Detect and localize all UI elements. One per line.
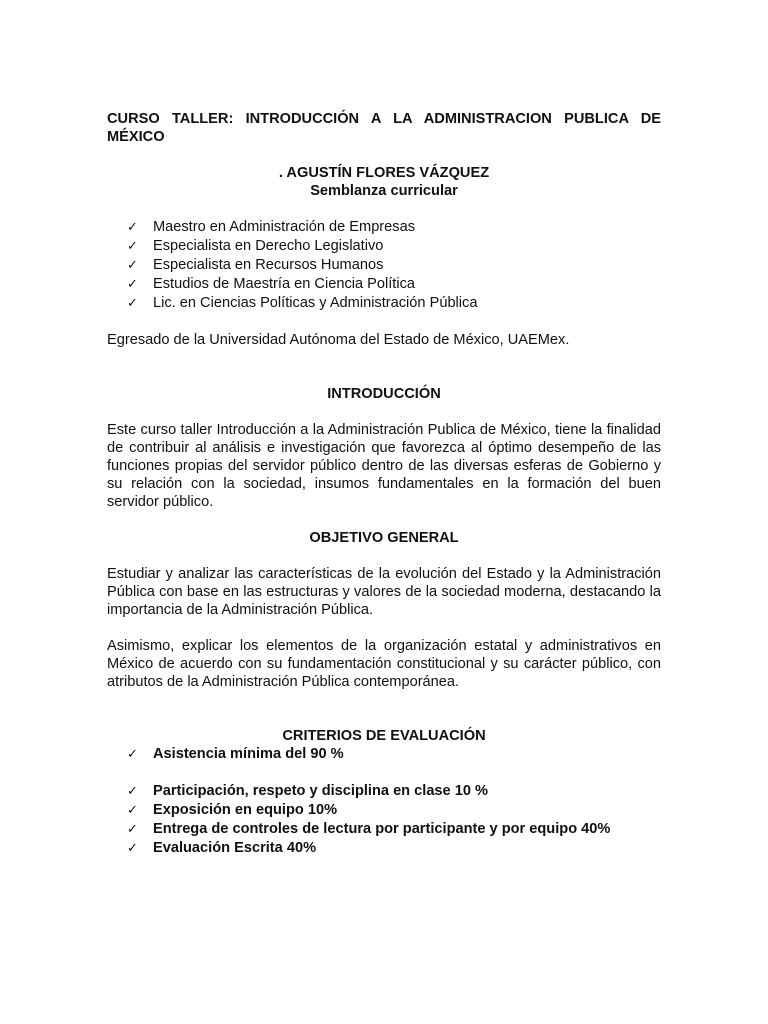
objective-paragraph-2: Asimismo, explicar los elementos de la organización estatal y administrativos en México de acuerdo con su fundamentación constitucional y su carácter público, con atributos de la Administración Pública contemporánea. bbox=[107, 638, 661, 690]
evaluation-text: Evaluación Escrita 40% bbox=[153, 840, 317, 856]
introduction-heading: INTRODUCCIÓN bbox=[327, 386, 441, 402]
author-subtitle: Semblanza curricular bbox=[310, 183, 458, 199]
checkmark-icon: ✓ bbox=[127, 747, 138, 762]
evaluation-heading: CRITERIOS DE EVALUACIÓN bbox=[282, 728, 486, 744]
evaluation-text: Asistencia mínima del 90 % bbox=[153, 746, 344, 762]
checkmark-icon: ✓ bbox=[127, 258, 138, 273]
list-item bbox=[107, 801, 661, 820]
list-item bbox=[107, 256, 661, 275]
objective-paragraph-1: Estudiar y analizar las características de la evolución del Estado y la Administración Pública con base en las estructuras y valores de la sociedad moderna, destacando la importancia de la Administración Pública. bbox=[107, 566, 661, 618]
list-item bbox=[107, 782, 661, 801]
introduction-text: Este curso taller Introducción a la Administración Publica de México, tiene la finalidad de contribuir al análisis e investigación que favorezca al óptimo desempeño de las funciones propias del servidor público dentro de las diversas esferas de Gobierno y su relación con la sociedad, insumos fundamentales en la formación del buen servidor público. bbox=[107, 422, 661, 510]
evaluation-text: Exposición en equipo 10% bbox=[153, 802, 338, 818]
credential-text: Estudios de Maestría en Ciencia Política bbox=[153, 276, 416, 292]
credential-text: Especialista en Recursos Humanos bbox=[153, 257, 384, 273]
credential-text: Lic. en Ciencias Políticas y Administración Pública bbox=[153, 295, 478, 311]
list-item bbox=[107, 820, 661, 839]
checkmark-icon: ✓ bbox=[127, 803, 138, 818]
checkmark-icon: ✓ bbox=[127, 296, 138, 311]
list-item bbox=[107, 218, 661, 237]
credential-text: Maestro en Administración de Empresas bbox=[153, 219, 415, 235]
list-spacer bbox=[107, 764, 661, 782]
checkmark-icon: ✓ bbox=[127, 784, 138, 799]
checkmark-icon: ✓ bbox=[127, 239, 138, 254]
checkmark-icon: ✓ bbox=[127, 277, 138, 292]
checkmark-icon: ✓ bbox=[127, 220, 138, 235]
document-page bbox=[107, 110, 661, 858]
list-item bbox=[107, 294, 661, 313]
checkmark-icon: ✓ bbox=[127, 841, 138, 856]
author-name: . AGUSTÍN FLORES VÁZQUEZ bbox=[278, 165, 490, 181]
list-item bbox=[107, 839, 661, 858]
evaluation-text: Participación, respeto y disciplina en clase 10 % bbox=[153, 783, 488, 799]
list-item bbox=[107, 745, 661, 764]
graduate-text: Egresado de la Universidad Autónoma del Estado de México, UAEMex. bbox=[107, 332, 570, 348]
objective-heading: OBJETIVO GENERAL bbox=[309, 530, 459, 546]
evaluation-list bbox=[107, 745, 661, 858]
credential-text: Especialista en Derecho Legislativo bbox=[153, 238, 384, 254]
credentials-list bbox=[107, 218, 661, 313]
evaluation-text: Entrega de controles de lectura por participante y por equipo 40% bbox=[153, 821, 611, 837]
checkmark-icon: ✓ bbox=[127, 822, 138, 837]
course-title: CURSO TALLER: INTRODUCCIÓN A LA ADMINISTRACION PUBLICA DE MÉXICO bbox=[107, 111, 661, 145]
list-item bbox=[107, 275, 661, 294]
author-block bbox=[107, 164, 661, 200]
list-item bbox=[107, 237, 661, 256]
